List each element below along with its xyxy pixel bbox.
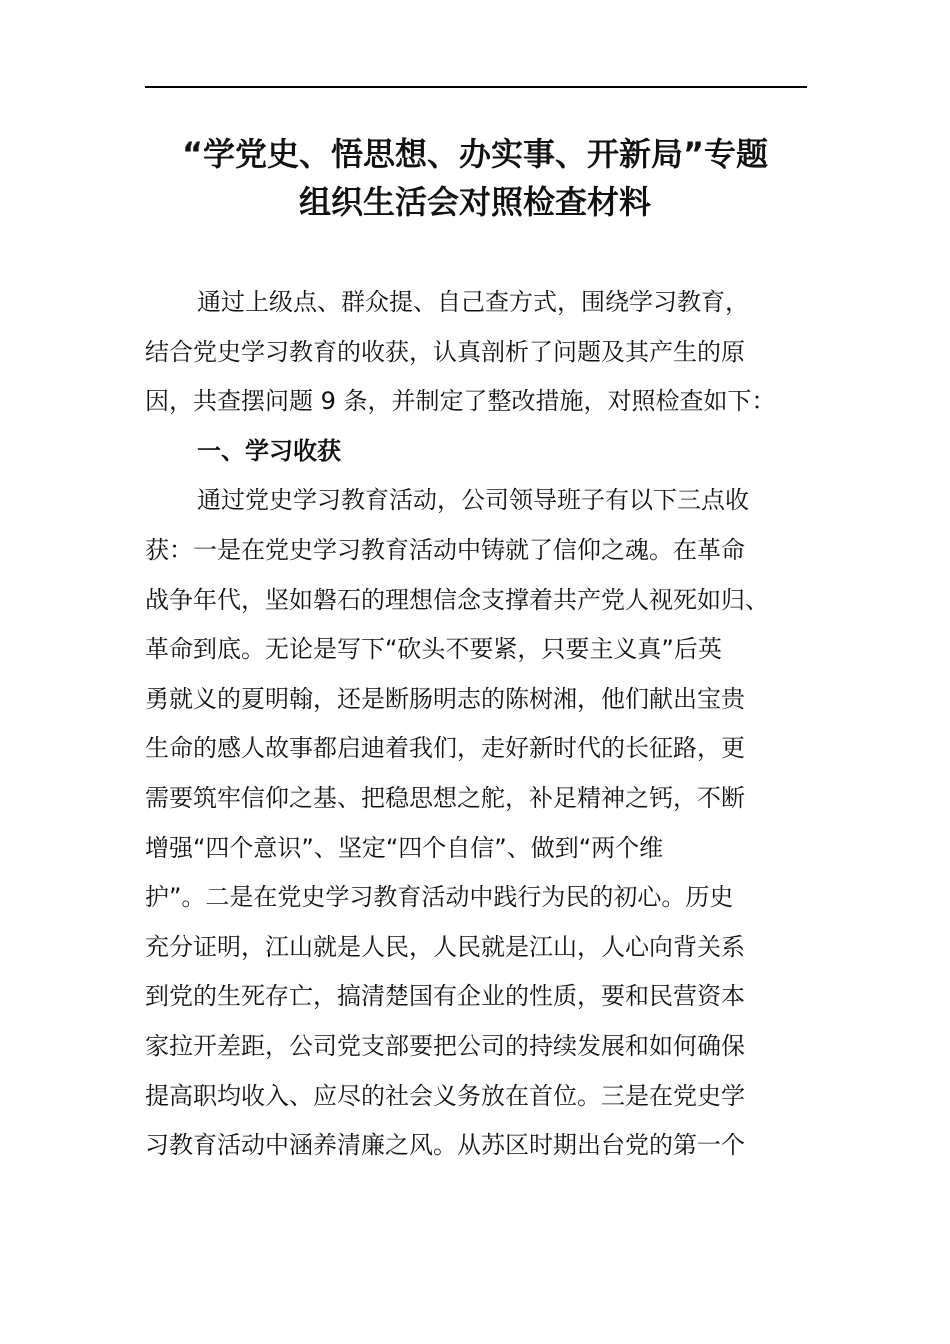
paragraph-line: 提高职均收入、应尽的社会义务放在首位。三是在党史学 (145, 1081, 745, 1110)
paragraph-line: 充分证明，江山就是人民，人民就是江山，人心向背关系 (145, 932, 745, 961)
paragraph-line: 通过党史学习教育活动，公司领导班子有以下三点收 (197, 486, 749, 515)
top-rule (145, 86, 807, 88)
paragraph-line: 获：一是在党史学习教育活动中铸就了信仰之魂。在革命 (145, 535, 745, 564)
paragraph-line: 增强“四个意识”、坚定“四个自信”、做到“两个维 (145, 833, 664, 862)
paragraph-line: 需要筑牢信仰之基、把稳思想之舵，补足精神之钙，不断 (145, 783, 745, 812)
document-title (120, 130, 830, 226)
title-line-2: 组织生活会对照检查材料 (298, 183, 651, 221)
section-heading: 一、学习收获 (197, 436, 341, 465)
paragraph-line: 革命到底。无论是写下“砍头不要紧，只要主义真”后英 (145, 635, 722, 664)
title-line-1: “学党史、悟思想、办实事、开新局”专题 (181, 135, 769, 173)
intro-line: 结合党史学习教育的收获，认真剖析了问题及其产生的原 (145, 337, 745, 366)
paragraph-line: 生命的感人故事都启迪着我们，走好新时代的长征路，更 (145, 734, 745, 763)
document-body (145, 278, 810, 1171)
intro-line: 因，共查摆问题 9 条，并制定了整改措施，对照检查如下： (145, 387, 776, 416)
paragraph-line: 护”。二是在党史学习教育活动中践行为民的初心。历史 (145, 883, 734, 912)
paragraph-line: 战争年代，坚如磐石的理想信念支撑着共产党人视死如归、 (145, 585, 769, 614)
paragraph-line: 家拉开差距，公司党支部要把公司的持续发展和如何确保 (145, 1031, 745, 1060)
paragraph-line: 习教育活动中涵养清廉之风。从苏区时期出台党的第一个 (145, 1131, 745, 1160)
paragraph-line: 勇就义的夏明翰，还是断肠明志的陈树湘，他们献出宝贵 (145, 684, 745, 713)
paragraph-line: 到党的生死存亡，搞清楚国有企业的性质，要和民营资本 (145, 982, 745, 1011)
intro-line: 通过上级点、群众提、自己查方式，围绕学习教育， (197, 288, 749, 316)
